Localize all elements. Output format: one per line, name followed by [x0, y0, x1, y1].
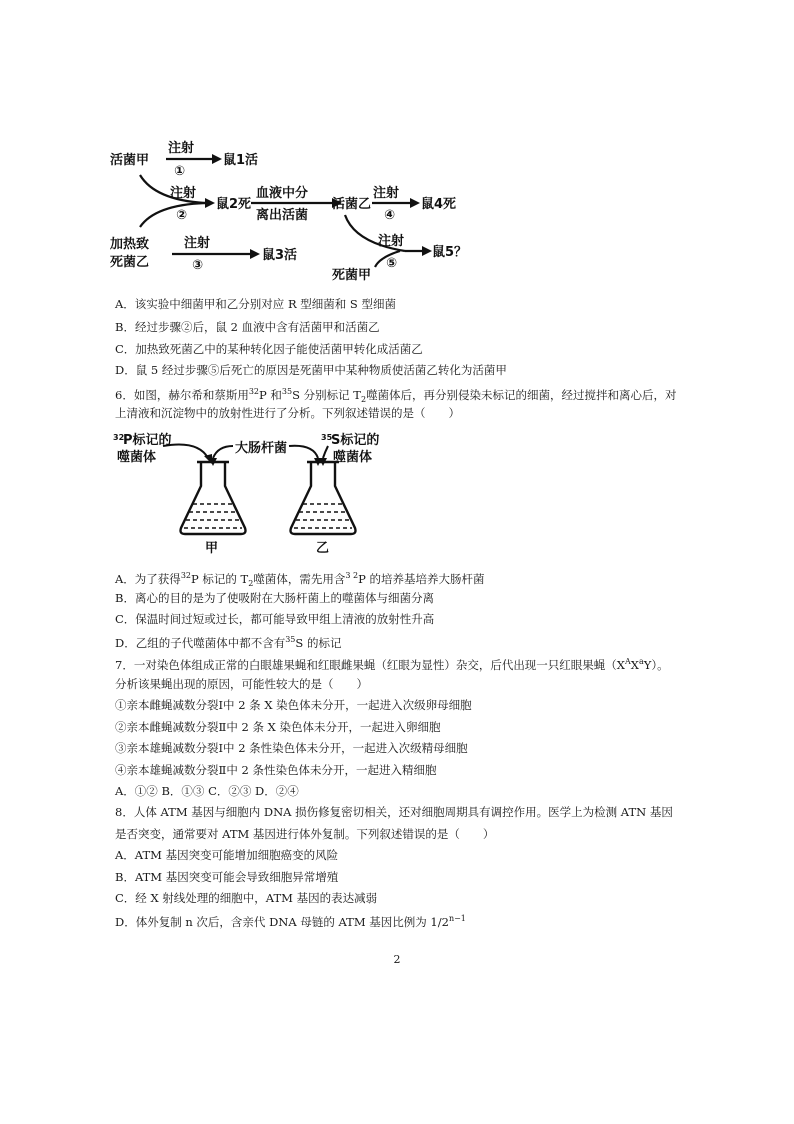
dead-bacteria-a-label: 死菌甲	[332, 268, 372, 283]
step-1-label: ①	[174, 164, 186, 179]
q6-stem-line2: 上清液和沉淀物中的放射性进行了分析。下列叙述错误的是（ ）	[115, 406, 460, 420]
p32-superscript: 32	[113, 433, 125, 442]
q8-option-c: C．经 X 射线处理的细胞中，ATM 基因的表达减弱	[115, 891, 378, 905]
q6-stem-line1: 6．如图，赫尔希和蔡斯用$^{32}$P 和$^{35}$S 分别标记 $T_2$噬菌体后，再分别侵染未标记的细菌，经过搅拌和离心后，对	[115, 387, 677, 405]
heat-killed-b-line1: 加热致	[110, 237, 150, 252]
step-3-label: ③	[192, 258, 204, 273]
flask-a-label: 甲	[205, 541, 219, 556]
p32-label-line2: 噬菌体	[117, 450, 157, 465]
q5-option-d: D．鼠 5 经过步骤⑤后死亡的原因是死菌甲中某种物质使活菌乙转化为活菌甲	[115, 363, 507, 377]
q7-stem-line2: 分析该果蝇出现的原因，可能性较大的是（ ）	[115, 677, 368, 691]
step-2-label: ②	[176, 208, 188, 223]
step-4-label: ④	[384, 208, 396, 223]
p32-label-line1: P标记的	[123, 433, 172, 448]
transformation-figure	[110, 135, 470, 285]
inject-label-5: 注射	[378, 234, 405, 249]
q7-stem-line1: 7．一对染色体组成正常的白眼雄果蝇和红眼雌果蝇（红眼为显性）杂交，后代出现一只红眼果蝇$(X^AX^aY)$。	[115, 657, 669, 672]
q6-option-d: D．乙组的子代噬菌体中都不含有$^{35}$S 的标记	[115, 635, 342, 650]
q6-option-c: C．保温时间过短或过长，都可能导致甲组上清液的放射性升高	[115, 612, 435, 626]
q8-option-d: D．体外复制 n 次后，含亲代 DNA 母链的 ATM 基因比例为 $1/2^{n-1}$	[115, 914, 466, 929]
mouse-4-label: 鼠4死	[421, 197, 457, 212]
q6-option-a: A．为了获得$^{32}$P 标记的 $T_2$噬菌体，需先用含$^{3 2}$P 的培养基培养大肠杆菌	[115, 571, 485, 589]
q5-option-c: C．加热致死菌乙中的某种转化因子能使活菌甲转化成活菌乙	[115, 342, 423, 356]
live-bacteria-a-label: 活菌甲	[110, 153, 150, 168]
q7-item-1: ①亲本雌蝇减数分裂Ⅰ中 2 条 X 染色体未分开，一起进入次级卵母细胞	[115, 698, 472, 712]
q7-item-2: ②亲本雌蝇减数分裂Ⅱ中 2 条 X 染色体未分开，一起进入卵细胞	[115, 720, 441, 734]
q8-option-b: B．ATM 基因突变可能会导致细胞异常增殖	[115, 870, 339, 884]
mouse-1-label: 鼠1活	[223, 153, 259, 168]
inject-label-3: 注射	[184, 236, 211, 251]
flask-b	[291, 462, 356, 534]
flask-a	[181, 462, 246, 534]
s35-superscript: 35	[321, 433, 333, 442]
q7-answers: A．①② B．①③ C．②③ D．②④	[115, 784, 299, 798]
mouse-2-label: 鼠2死	[216, 197, 252, 212]
page-number: 2	[393, 953, 401, 966]
s35-label-line2: 噬菌体	[333, 450, 373, 465]
inject-label-2: 注射	[170, 186, 197, 201]
phage-flasks-figure	[113, 428, 423, 558]
q5-option-a: A．该实验中细菌甲和乙分别对应 R 型细菌和 S 型细菌	[115, 297, 396, 311]
q5-option-b: B．经过步骤②后，鼠 2 血液中含有活菌甲和活菌乙	[115, 320, 380, 334]
blood-separation-line2: 离出活菌	[256, 208, 309, 223]
blood-separation-line1: 血液中分	[256, 186, 309, 201]
q8-stem-line1: 8．人体 ATM 基因与细胞内 DNA 损伤修复密切相关，还对细胞周期具有调控作用。医学上为检测 ATN 基因	[115, 805, 673, 819]
q8-option-a: A．ATM 基因突变可能增加细胞癌变的风险	[115, 848, 339, 862]
q6-option-b: B．离心的目的是为了使吸附在大肠杆菌上的噬菌体与细菌分离	[115, 591, 434, 605]
live-bacteria-b-label: 活菌乙	[332, 197, 372, 212]
step-5-label: ⑤	[386, 256, 398, 271]
inject-label-4: 注射	[373, 186, 400, 201]
q8-stem-line2: 是否突变，通常要对 ATM 基因进行体外复制。下列叙述错误的是（ ）	[115, 827, 495, 841]
ecoli-label: 大肠杆菌	[235, 441, 288, 456]
flask-b-label: 乙	[316, 541, 330, 556]
mouse-5-label: 鼠5？	[432, 245, 468, 260]
mouse-3-label: 鼠3活	[262, 248, 298, 263]
inject-label-1: 注射	[168, 141, 195, 156]
q7-item-3: ③亲本雄蝇减数分裂Ⅰ中 2 条性染色体未分开，一起进入次级精母细胞	[115, 741, 468, 755]
q7-item-4: ④亲本雄蝇减数分裂Ⅱ中 2 条性染色体未分开，一起进入精细胞	[115, 763, 437, 777]
heat-killed-b-line2: 死菌乙	[110, 255, 150, 270]
s35-label-line1: S标记的	[331, 433, 380, 448]
